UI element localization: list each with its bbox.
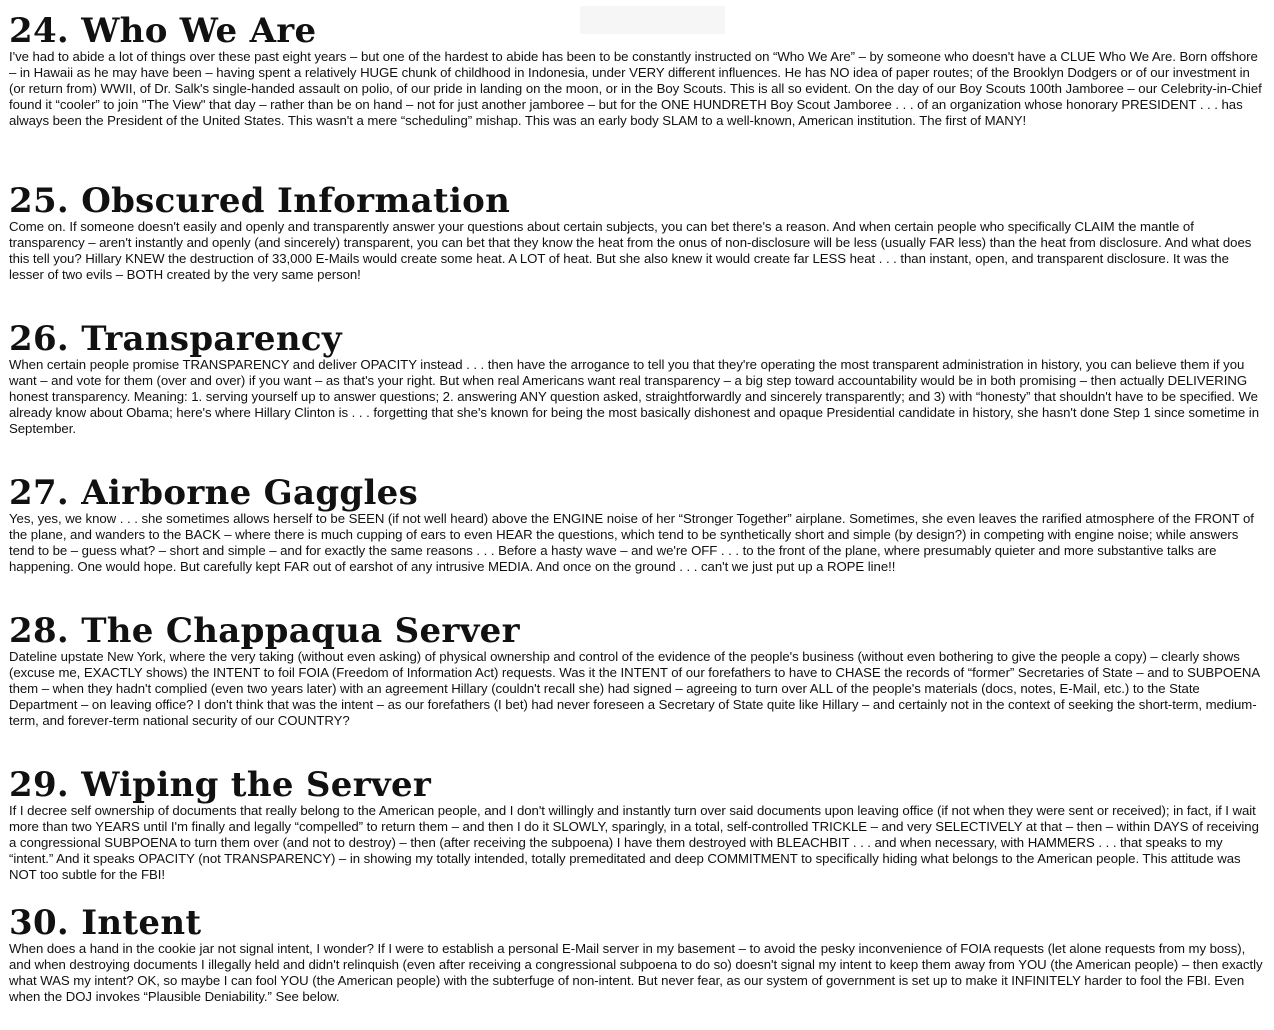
section-heading: 28. The Chappaqua Server [9, 611, 520, 651]
section-body: If I decree self ownership of documents that really belong to the American people, and I don't willingly and instantly turn over said documents upon leaving office (if not when they were sent or received); in fact, if I wait more than two YEARS until I'm finally and legally “compelled” to return them – and then I do it SLOWLY, sparingly, in a total, self-controlled TRICKLE – and very SELECTIVELY at that – then – within DAYS of receiving a congressional SUBPOENA to turn them over (and not to destroy) – then (after receiving the subpoena) I have them destroyed with BLEACHBIT . . . and when necessary, with HAMMERS . . . that speaks to my “intent.” And it speaks OPACITY (not TRANSPARENCY) – in showing my totally intended, totally premeditated and deep COMMITMENT to specifically hiding what belongs to the American people. This attitude was NOT too subtle for the FBI! [9, 803, 1259, 883]
section-27 [9, 475, 1265, 575]
section-25 [9, 183, 1265, 283]
section-29 [9, 767, 1265, 883]
section-body: When does a hand in the cookie jar not signal intent, I wonder? If I were to establish a personal E-Mail server in my basement – to avoid the pesky inconvenience of FOIA requests (let alone requests from my boss), and when destroying documents I illegally held and didn't relinquish (even after receiving a congressional subpoena to do so) doesn't signal my intent to keep them away from YOU (the American people) – then exactly what WAS my intent? OK, so maybe I can fool YOU (the American people) with the subterfuge of non-intent. But never fear, as our system of government is set up to make it INFINITELY harder to fool the FBI. Even when the DOJ invokes “Plausible Deniability.” See below. [9, 941, 1263, 1005]
section-heading: 26. Transparency [9, 319, 342, 359]
section-30 [9, 905, 1265, 1005]
section-28 [9, 613, 1265, 729]
section-body: Dateline upstate New York, where the very taking (without even asking) of physical ownership and control of the evidence of the people's business (without even bothering to give the people a copy) – clearly shows (excuse me, EXACTLY shows) the INTENT to foil FOIA (Freedom of Information Act) requests. Was it the INTENT of our forefathers to have to CHASE the records of “former” Secretaries of State – and to SUBPOENA them – when they hadn't complied (even two years later) with an agreement Hillary (couldn't recall she) had signed – agreeing to turn over ALL of the people's materials (docs, notes, E-Mail, etc.) to the State Department – on leaving office? I don't think that was the intent – as our forefathers (I bet) had never foreseen a Secretary of State quite like Hillary – and certainly not in the context of seeking the short-term, medium-term, and forever-term national security of our COUNTRY? [9, 649, 1260, 729]
section-24 [9, 13, 1265, 129]
section-body: Come on. If someone doesn't easily and openly and transparently answer your questions about certain subjects, you can bet there's a reason. And when certain people who specifically CLAIM the mantle of transparency – aren't instantly and openly (and sincerely) transparent, you can bet that they know the heat from the onus of non-disclosure will be less (usually FAR less) than the heat from disclosure. And what does this tell you? Hillary KNEW the destruction of 33,000 E-Mails would create some heat. A LOT of heat. But she also knew it would create far LESS heat . . . than instant, open, and transparent disclosure. It was the lesser of two evils – BOTH created by the very same person! [9, 219, 1252, 283]
section-body: When certain people promise TRANSPARENCY and deliver OPACITY instead . . . then have the arrogance to tell you that they're operating the most transparent administration in history, you can believe them if you want – and vote for them (over and over) if you want – as that's your right. But when real Americans want real transparency – a big step toward accountability would be in both promising – then actually DELIVERING honest transparency. Meaning: 1. serving yourself up to answer questions; 2. answering ANY question asked, straightforwardly and sincerely transparently; and 3) with “honesty” that shouldn't have to be specified. We already know about Obama; here's where Hillary Clinton is . . . forgetting that she's known for being the most basically dishonest and opaque Presidential candidate in history, she hasn't done Step 1 since sometime in September. [9, 357, 1259, 437]
section-body: Yes, yes, we know . . . she sometimes allows herself to be SEEN (if not well heard) above the ENGINE noise of her “Stronger Together” airplane. Sometimes, she even leaves the rarified atmosphere of the FRONT of the plane, and wanders to the BACK – where there is much cupping of ears to even HEAR the questions, which tend to be synthetically short and simple (by design?) in competing with engine noise; while answers tend to be – guess what? – short and simple – and for exactly the same reasons . . . Before a hasty wave – and we're OFF . . . to the front of the plane, where presumably quieter and more substantive talks are happening. One would hope. But carefully kept FAR out of earshot of any intrusive MEDIA. And once on the ground . . . can't we just put up a ROPE line!! [9, 511, 1254, 575]
section-heading: 25. Obscured Information [9, 181, 511, 221]
section-heading: 24. Who We Are [9, 11, 317, 51]
section-heading: 29. Wiping the Server [9, 765, 432, 805]
section-26 [9, 321, 1265, 437]
section-heading: 30. Intent [9, 903, 202, 943]
section-heading: 27. Airborne Gaggles [9, 473, 419, 513]
section-body: I've had to abide a lot of things over these past eight years – but one of the hardest to abide has been to be constantly instructed on “Who We Are” – by someone who doesn't have a CLUE Who We Are. Born offshore – in Hawaii as he may have been – having spent a relatively HUGE chunk of childhood in Indonesia, under VERY different influences. He has NO idea of paper routes; of the Brooklyn Dodgers or of our investment in (or return from) WWII, of Dr. Salk's single-handed assault on polio, of our pride in landing on the moon, or in the Boy Scouts. This is all so evident. On the day of our Boy Scouts 100th Jamboree – our Celebrity-in-Chief found it “cooler” to join "The View" that day – rather than be on hand – not for just another jamboree – but for the ONE HUNDRETH Boy Scout Jamboree . . . of an organization whose honorary PRESIDENT . . . has always been the President of the United States. This wasn't a mere “scheduling” mishap. This was an early body SLAM to a well-known, American institution. The first of MANY! [9, 49, 1262, 129]
